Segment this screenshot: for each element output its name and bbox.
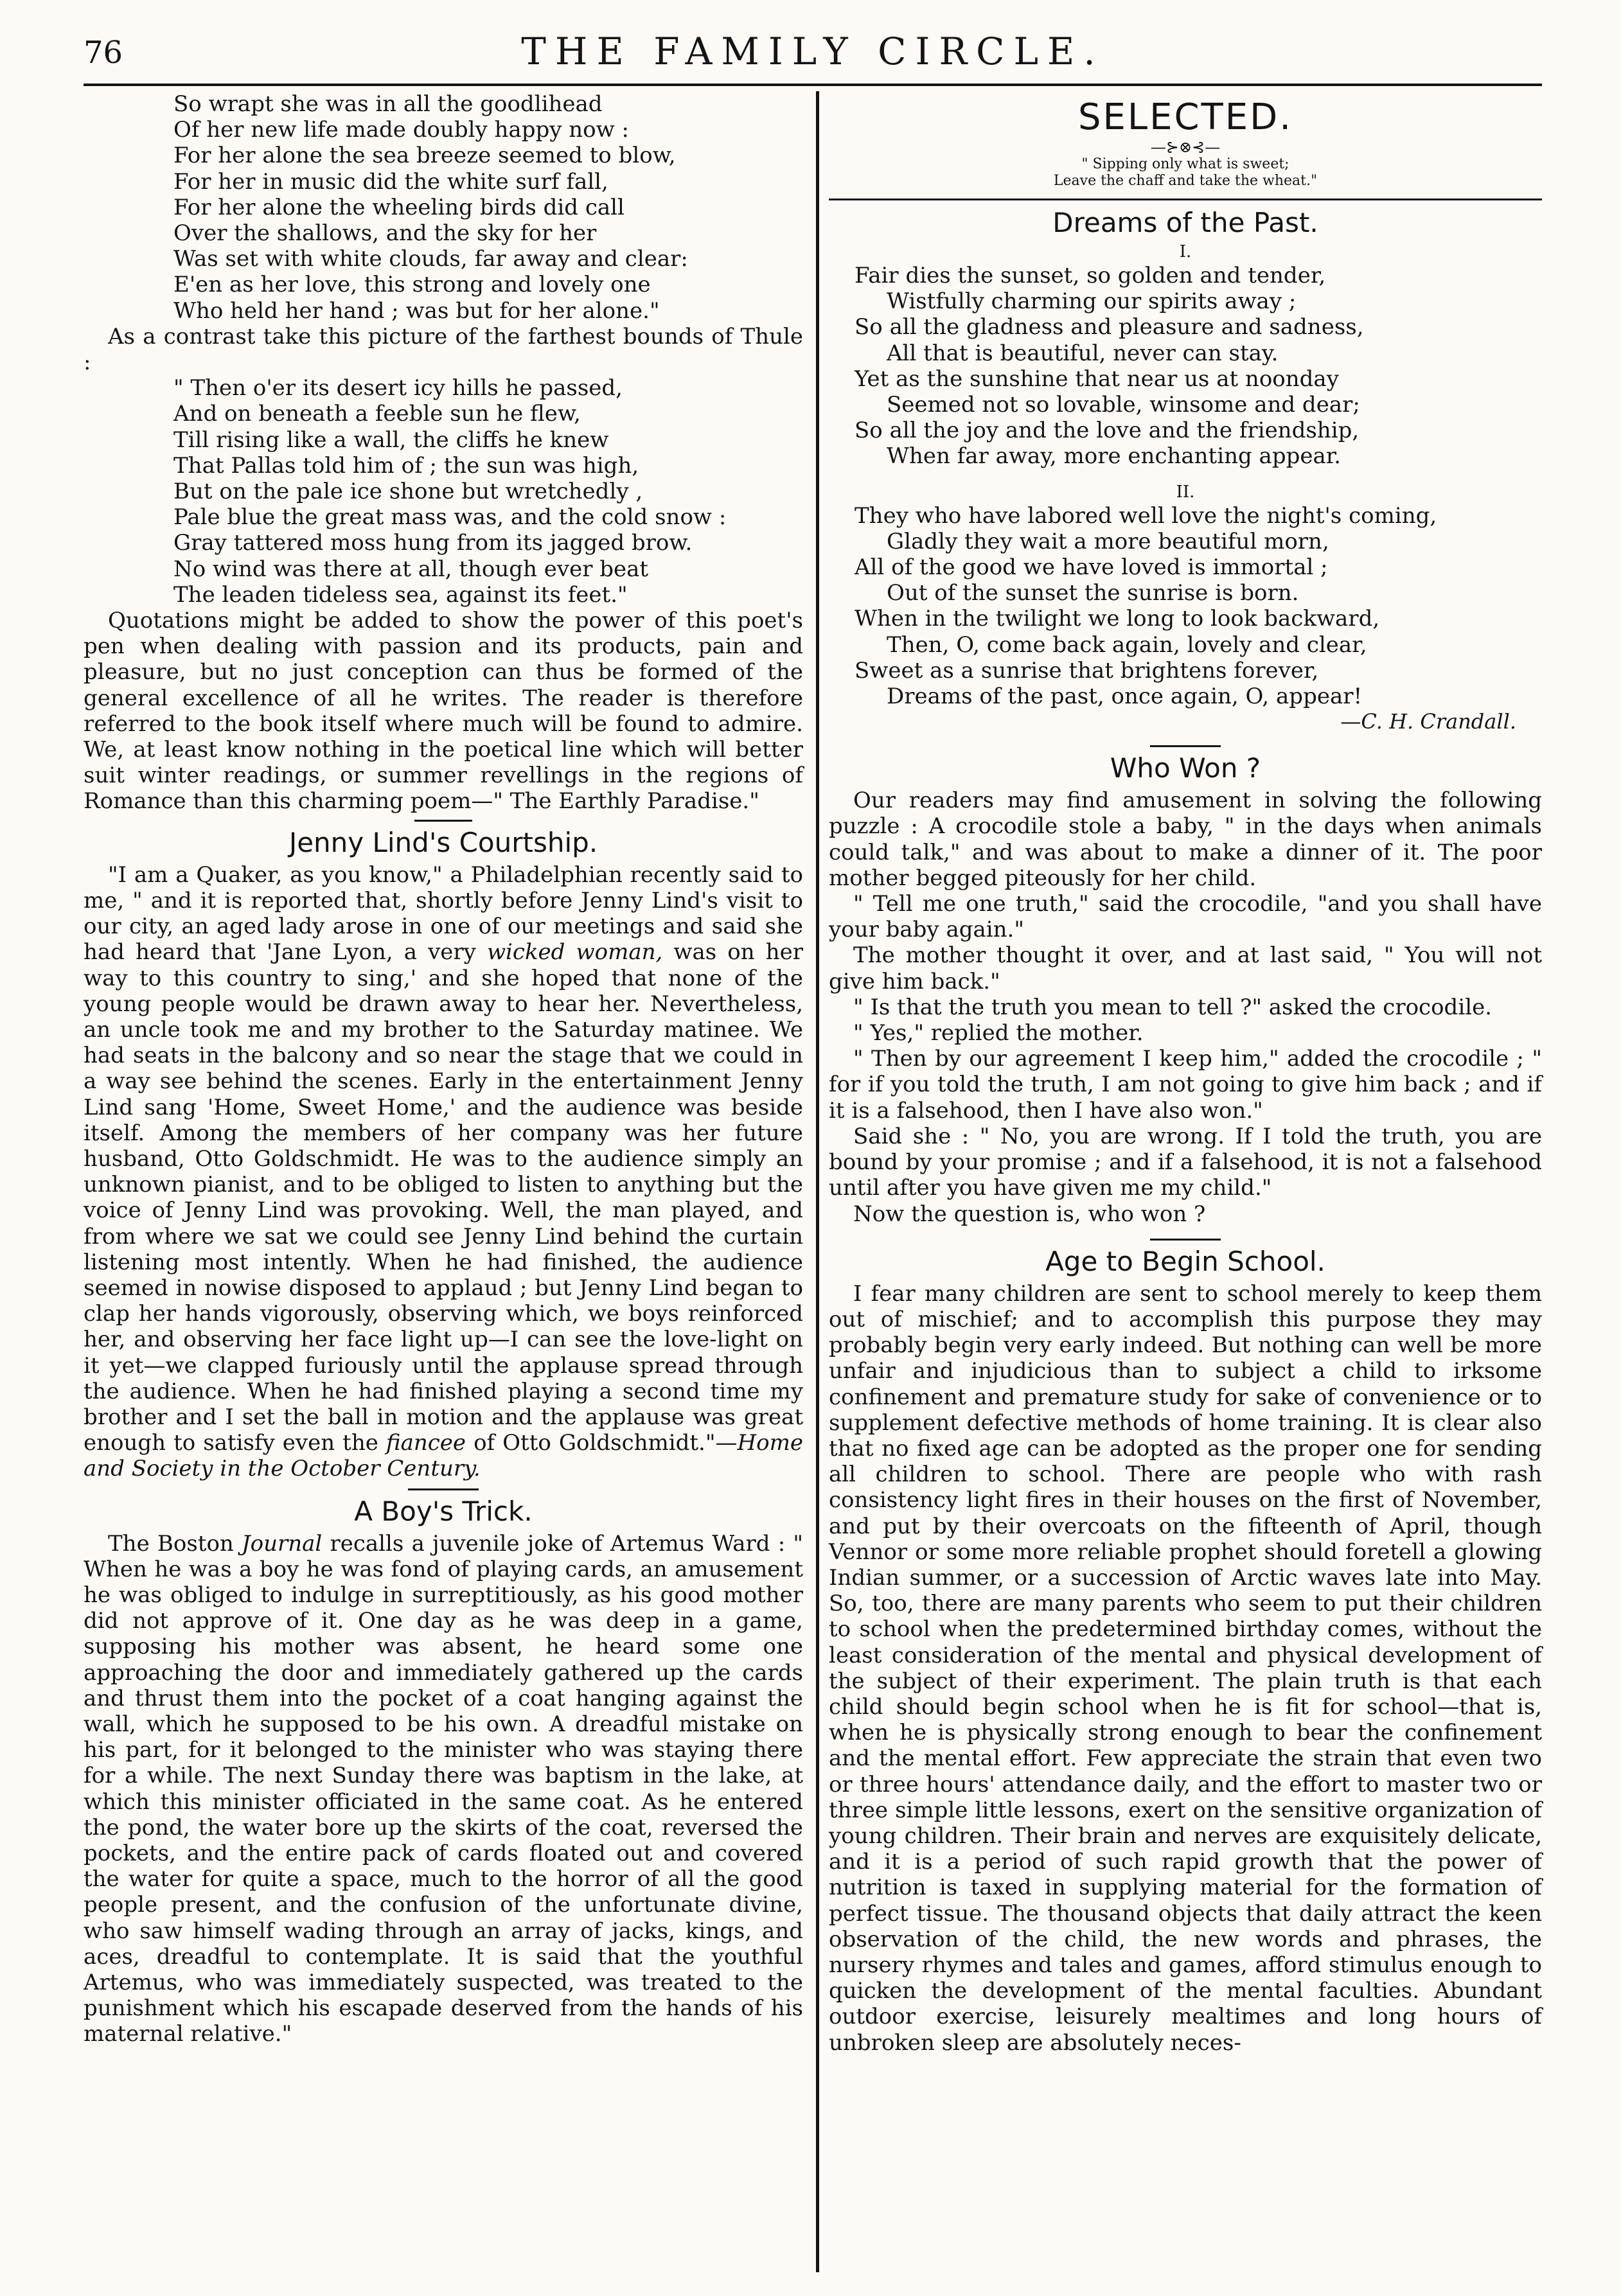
- verse-line: Seemed not so lovable, winsome and dear;: [887, 392, 1360, 418]
- motto-line-2: Leave the chaff and take the wheat.": [1053, 173, 1318, 189]
- section-rule: [829, 199, 1542, 200]
- verse-line: They who have labored well love the night's coming,: [855, 502, 1437, 529]
- who-won-paragraph: " Yes," replied the mother.: [853, 1020, 1144, 1046]
- jenny-text-wicked: wicked woman,: [486, 939, 663, 966]
- header-rule: [84, 84, 1542, 86]
- who-won-paragraph: " Then by our agreement I keep him," added the crocodile ; " for if you told the truth, I am not going to give him back ; and if it is a falsehood, then I have also won.": [829, 1046, 1542, 1124]
- article-title-boys-trick: A Boy's Trick.: [354, 1495, 533, 1527]
- verse-line: For her alone the wheeling birds did call: [173, 194, 624, 220]
- verse-line: Dreams of the past, once again, O, appear!: [887, 684, 1363, 710]
- verse-line: For her alone the sea breeze seemed to blow,: [173, 143, 676, 169]
- article-title-dreams: Dreams of the Past.: [1052, 207, 1318, 238]
- ornament-icon: —⊱⊗⊰—: [1150, 138, 1221, 156]
- verse-line: Was set with white clouds, far away and clear:: [173, 246, 688, 272]
- verse-line: All that is beautiful, never can stay.: [887, 340, 1279, 366]
- stanza-number: I.: [1179, 242, 1192, 261]
- motto-line-1: " Sipping only what is sweet;: [1081, 156, 1289, 172]
- verse-line: So wrapt she was in all the goodlihead: [173, 91, 603, 117]
- verse-line: Who held her hand ; was but for her alone.": [173, 297, 660, 324]
- column-divider: [816, 91, 819, 2272]
- who-won-paragraph: Said she : " No, you are wrong. If I told the truth, you are bound by your promise ; and if a falsehood, it is not a falsehood until after you have given me my child.": [829, 1123, 1542, 1201]
- verse-line: Till rising like a wall, the cliffs he knew: [173, 427, 609, 453]
- jenny-text-2: was on her way to this country to sing,' and she hoped that none of the young people would be drawn away to hear her. Nevertheless, an uncle took me and my brother to the Saturday matinee. We had seats in the balcony and so near the stage that we could in a way see behind the scenes. Early in the entertainment Jenny Lind sang 'Home, Sweet Home,' and the audience was beside itself. Among the members of her company was her future husband, Otto Goldschmidt. He was to the audience simply an unknown pianist, and to be obliged to listen to anything but the voice of Jenny Lind was provoking. Well, the man played, and from where we sat we could see Jenny Lind behind the curtain listening most intently. When he had finished, the audience seemed in nowise disposed to applaud ; but Jenny Lind began to clap her hands vigorously, observing which, we boys reinforced her, and observing her face light up—I can see the love-light on it yet—we clapped furiously until the applause spread through the audience. When he had finished playing a second time my brother and I set the ball in motion and the applause was great enough to satisfy even the: [84, 939, 803, 1456]
- section-rule: [1150, 745, 1221, 747]
- verse-line: But on the pale ice shone but wretchedly ,: [173, 479, 643, 505]
- verse-line: So all the joy and the love and the friendship,: [855, 418, 1360, 444]
- jenny-source: Home and Society in the October Century.: [84, 1430, 803, 1482]
- who-won-paragraph: The mother thought it over, and at last said, " You will not give him back.": [829, 942, 1542, 994]
- section-rule: [408, 1488, 479, 1490]
- section-rule: [414, 820, 472, 822]
- verse-line: When far away, more enchanting appear.: [887, 443, 1342, 470]
- dreams-stanza-1: [829, 263, 1542, 470]
- verse-line: Then, O, come back again, lovely and clear,: [887, 631, 1367, 658]
- poem-attribution: —C. H. Crandall.: [1340, 709, 1516, 734]
- boy-text-1: The Boston: [108, 1530, 242, 1557]
- jenny-text-3: of Otto Goldschmidt."—: [466, 1430, 738, 1456]
- who-won-paragraph: Now the question is, who won ?: [853, 1201, 1206, 1227]
- verse-line: Fair dies the sunset, so golden and tender,: [855, 263, 1326, 288]
- section-rule: [1150, 1239, 1221, 1241]
- selected-heading: SELECTED.: [1077, 96, 1293, 138]
- verse-line: When in the twilight we long to look backward,: [855, 606, 1380, 632]
- verse-line: And on beneath a feeble sun he flew,: [173, 401, 581, 427]
- who-won-paragraph: " Tell me one truth," said the crocodile, "and you shall have your baby again.": [829, 891, 1542, 943]
- verse-line: All of the good we have loved is immortal ;: [855, 554, 1328, 581]
- jenny-text-1: "I am a Quaker, as you know," a Philadelphian recently said to me, " and it is reported that, shortly before Jenny Lind's visit to our city, an aged lady arose in one of our meetings and said she had heard that 'Jane Lyon, a very: [84, 861, 803, 966]
- verse-line: Gladly they wait a more beautiful morn,: [887, 528, 1329, 554]
- magazine-title: THE FAMILY CIRCLE.: [521, 30, 1104, 73]
- poem-earthly-paradise-2: [84, 375, 803, 608]
- article-title-jenny-lind: Jenny Lind's Courtship.: [288, 826, 598, 858]
- verse-line: Pale blue the great mass was, and the cold snow :: [173, 504, 727, 531]
- jenny-text-fiancee: fiancee: [385, 1430, 466, 1456]
- age-to-begin-school-paragraph: I fear many children are sent to school merely to keep them out of mischief; and to accomplish this purpose they may probably begin very early indeed. But nothing can well be more unfair and injudicious than to subject a child to irksome confinement and premature study for sake of convenience or to supplement defective methods of home training. It is clear also that no fixed age can be adopted as the proper one for sending all children to school. There are people who with rash consistency light fires in their houses on the first of November, and put by their overcoats on the fifteenth of April, though Vennor or some more reliable prophet should foretell a glowing Indian summer, or a succession of Arctic waves late into May. So, too, there are many parents who seem to put their children to school when the predetermined birthday comes, without the least consideration of the mental and physical development of the subject of their experiment. The plain truth is that each child should begin school when he is fit for school—that is, when he is physically strong enough to bear the confinement and the mental effort. Few appreciate the strain that even two or three hours' attendance daily, and the effort to master two or three simple little lessons, exert on the sensitive organization of young children. Their brain and nerves are exquisitely delicate, and it is a period of such rapid growth that the power of nutrition is taxed in supplying material for the formation of perfect tissue. The thousand objects that daily attract the keen observation of the child, the new words and phrases, the nursery rhymes and tales and games, afford stimulus enough to quicken the development of the mental faculties. Abundant outdoor exercise, leisurely mealtimes and long hours of unbroken sleep are absolutely neces-: [829, 1280, 1542, 2056]
- verse-line: No wind was there at all, though ever beat: [173, 556, 649, 582]
- contrast-paragraph: As a contrast take this picture of the farthest bounds of Thule :: [84, 323, 803, 376]
- verse-line: So all the gladness and pleasure and sadness,: [855, 314, 1364, 340]
- verse-line: " Then o'er its desert icy hills he passed,: [173, 375, 623, 402]
- verse-line: E'en as her love, this strong and lovely one: [173, 272, 651, 298]
- verse-line: For her in music did the white surf fall,: [173, 168, 608, 195]
- verse-line: Out of the sunset the sunrise is born.: [887, 580, 1299, 606]
- right-column: [829, 91, 1542, 2056]
- who-won-paragraph: " Is that the truth you mean to tell ?" asked the crocodile.: [853, 994, 1493, 1020]
- jenny-lind-paragraph: [84, 862, 803, 1482]
- article-title-who-won: Who Won ?: [1110, 752, 1261, 784]
- verse-line: Of her new life made doubly happy now :: [173, 117, 629, 143]
- boy-text-journal: Journal: [242, 1530, 323, 1557]
- verse-line: That Pallas told him of ; the sun was high,: [173, 452, 639, 479]
- stanza-number: II.: [1176, 482, 1195, 502]
- dreams-stanza-2: [829, 503, 1542, 710]
- left-column: [84, 91, 803, 2047]
- verse-line: Wistfully charming our spirits away ;: [887, 288, 1297, 315]
- quotations-paragraph: Quotations might be added to show the power of this poet's pen when dealing with passion and its products, pain and pleasure, but no just conception can thus be formed of the general excellence of all he writes. The reader is therefore referred to the book itself where much will be found to admire. We, at least know nothing in the poetical line which will better suit winter readings, or summer revellings in the regions of Romance than this charming poem—" The Earthly Paradise.": [84, 608, 803, 815]
- article-title-age-to-begin-school: Age to Begin School.: [1045, 1245, 1325, 1277]
- verse-line: Sweet as a sunrise that brightens forever,: [855, 657, 1319, 684]
- verse-line: Yet as the sunshine that near us at noonday: [855, 366, 1339, 392]
- page-header: [84, 26, 1542, 84]
- boys-trick-paragraph: [84, 1531, 803, 2047]
- page-number: 76: [84, 35, 123, 71]
- verse-line: Gray tattered moss hung from its jagged brow.: [173, 530, 693, 556]
- who-won-paragraph: Our readers may find amusement in solving the following puzzle : A crocodile stole a baby, " in the days when animals could talk," and was about to make a dinner of it. The poor mother begged piteously for her child.: [829, 788, 1542, 891]
- poem-earthly-paradise-1: [84, 91, 803, 324]
- boy-text-2: recalls a juvenile joke of Artemus Ward : " When he was a boy he was fond of playing cards, an amusement he was obliged to indulge in surreptitiously, as his good mother did not approve of it. One day as he was deep in a game, supposing his mother was absent, he heard some one approaching the door and immediately gathered up the cards and thrust them into the pocket of a coat hanging against the wall, which he supposed to be his own. A dreadful mistake on his part, for it belonged to the minister who was staying there for a while. The next Sunday there was baptism in the lake, at which this minister officiated in the same coat. As he entered the pond, the water bore up the skirts of the coat, reversed the pockets, and the entire pack of cards floated out and covered the water for quite a space, much to the horror of all the good people present, and the confusion of the unfortunate divine, who saw himself wading through an array of jacks, kings, and aces, dreadful to contemplate. It is said that the youthful Artemus, who was immediately suspected, was treated to the punishment which his escapade deserved from the hands of his maternal relative.": [84, 1530, 804, 2047]
- verse-line: The leaden tideless sea, against its feet.": [173, 581, 628, 608]
- verse-line: Over the shallows, and the sky for her: [173, 220, 597, 247]
